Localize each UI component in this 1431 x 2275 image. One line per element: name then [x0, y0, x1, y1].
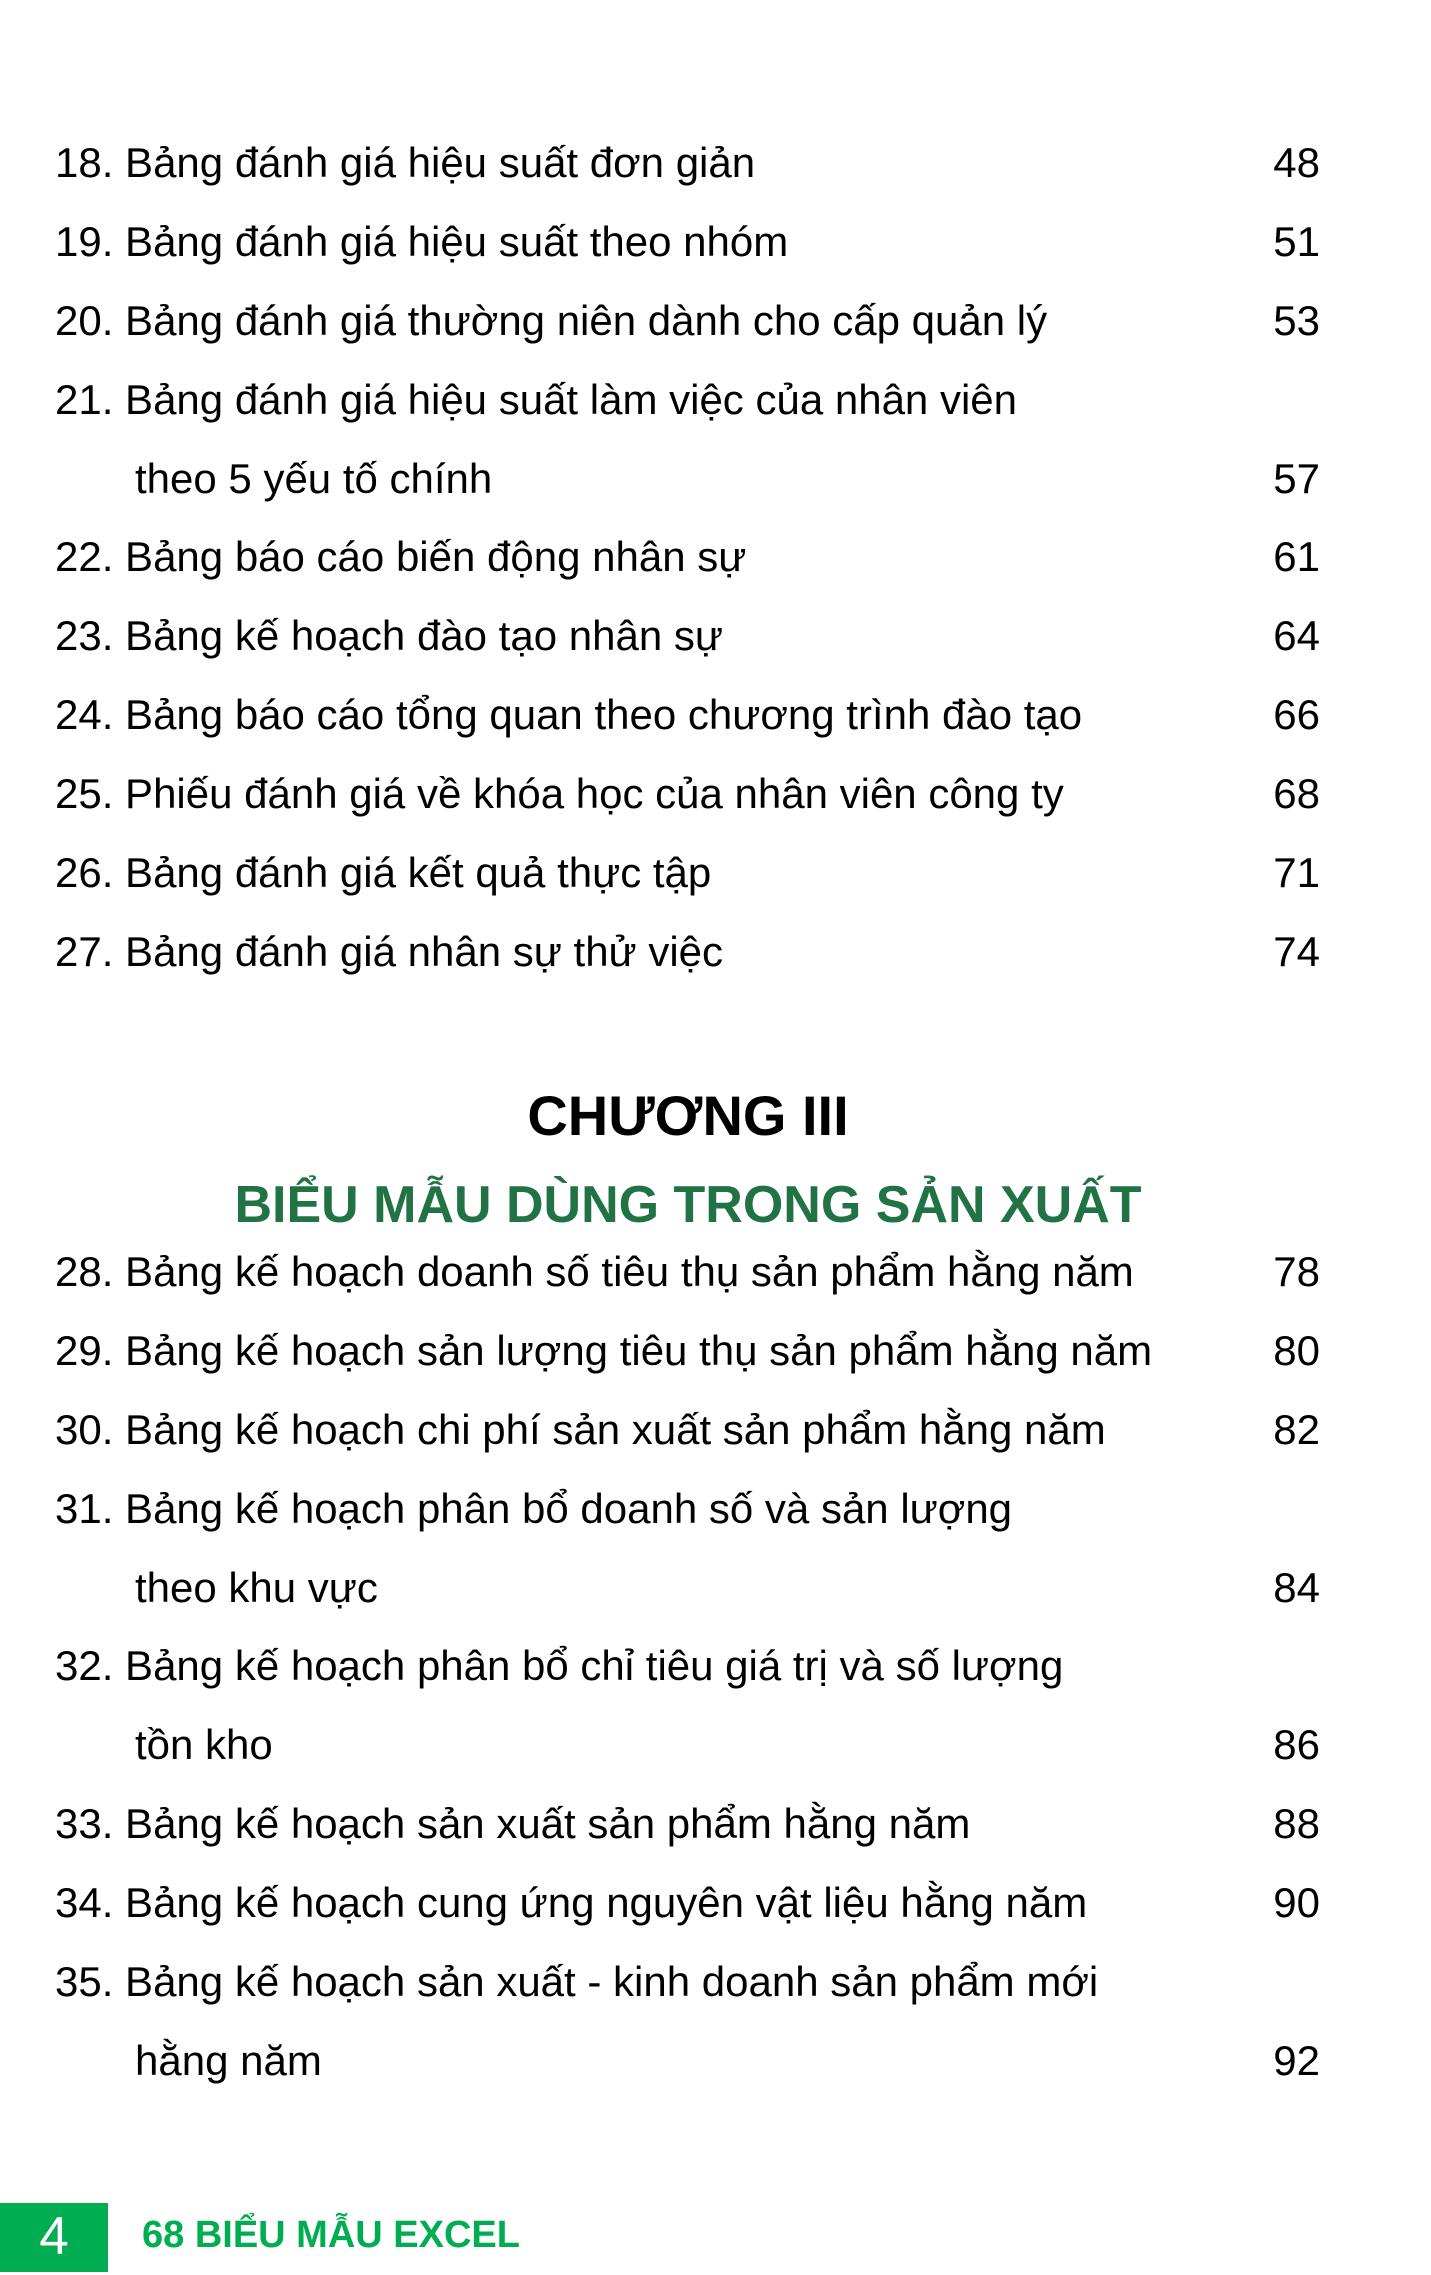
- toc-entry-page: 80: [1273, 1326, 1320, 1374]
- toc-entry-33[interactable]: [0, 1785, 1431, 1864]
- toc-entry-34[interactable]: [0, 1864, 1431, 1943]
- toc-entry-page: 64: [1273, 612, 1320, 660]
- toc-entry-page: 53: [1273, 296, 1320, 344]
- toc-entry-title: 30. Bảng kế hoạch chi phí sản xuất sản phẩm hằng năm: [55, 1405, 1106, 1453]
- toc-entry-page: 90: [1273, 1879, 1320, 1927]
- toc-entry-24[interactable]: [0, 676, 1431, 755]
- toc-entry-27[interactable]: [0, 913, 1431, 992]
- toc-entry-page: 57: [1273, 454, 1320, 502]
- toc-entry-31-continuation[interactable]: [0, 1549, 1431, 1628]
- toc-entry-title: 24. Bảng báo cáo tổng quan theo chương trình đào tạo: [55, 691, 1083, 739]
- toc-entry-title: 23. Bảng kế hoạch đào tạo nhân sự: [55, 612, 723, 660]
- toc-entry-18[interactable]: [0, 124, 1431, 203]
- toc-entry-title: 26. Bảng đánh giá kết quả thực tập: [55, 849, 712, 897]
- toc-entry-page: 48: [1273, 139, 1320, 186]
- toc-entry-title: theo khu vực: [135, 1563, 378, 1611]
- toc-list-part-1: [0, 124, 1431, 992]
- toc-entry-23[interactable]: [0, 597, 1431, 676]
- toc-entry-title: 33. Bảng kế hoạch sản xuất sản phẩm hằng năm: [55, 1800, 971, 1848]
- toc-entry-page: 86: [1273, 1721, 1320, 1769]
- toc-entry-21[interactable]: [0, 361, 1431, 440]
- toc-entry-title: 27. Bảng đánh giá nhân sự thử việc: [55, 927, 724, 975]
- toc-entry-page: 92: [1273, 2036, 1320, 2084]
- toc-entry-title: 32. Bảng kế hoạch phân bổ chỉ tiêu giá trị và số lượng: [55, 1642, 1064, 1690]
- footer-book-title: 68 BIỂU MẪU EXCEL: [142, 2214, 520, 2256]
- toc-entry-25[interactable]: [0, 755, 1431, 834]
- toc-entry-page: 78: [1273, 1248, 1320, 1295]
- toc-entry-32-continuation[interactable]: [0, 1706, 1431, 1785]
- chapter-title: BIỂU MẪU DÙNG TRONG SẢN XUẤT: [234, 1176, 1142, 1234]
- toc-entry-page: 74: [1273, 927, 1320, 975]
- toc-entry-title: 22. Bảng báo cáo biến động nhân sự: [55, 533, 747, 581]
- toc-entry-title: 20. Bảng đánh giá thường niên dành cho cấp quản lý: [55, 296, 1048, 344]
- toc-entry-title: 35. Bảng kế hoạch sản xuất - kinh doanh sản phẩm mới: [55, 1958, 1099, 2006]
- toc-entry-title: 29. Bảng kế hoạch sản lượng tiêu thụ sản phẩm hằng năm: [55, 1326, 1153, 1374]
- toc-entry-title: 34. Bảng kế hoạch cung ứng nguyên vật liệu hằng năm: [55, 1879, 1088, 1927]
- toc-list-part-2: [0, 1233, 1431, 2101]
- toc-entry-28[interactable]: [0, 1233, 1431, 1312]
- toc-entry-title: 19. Bảng đánh giá hiệu suất theo nhóm: [55, 217, 789, 265]
- toc-entry-title: theo 5 yếu tố chính: [135, 454, 493, 502]
- toc-entry-30[interactable]: [0, 1391, 1431, 1470]
- toc-entry-page: 71: [1273, 849, 1320, 897]
- toc-entry-page: 88: [1273, 1800, 1320, 1848]
- toc-entry-page: 84: [1273, 1563, 1320, 1611]
- toc-entry-title: 25. Phiếu đánh giá về khóa học của nhân viên công ty: [55, 770, 1064, 818]
- footer-page-number: 4: [39, 2207, 69, 2266]
- toc-entry-page: 68: [1273, 770, 1320, 818]
- toc-entry-title: 28. Bảng kế hoạch doanh số tiêu thụ sản phẩm hằng năm: [55, 1248, 1134, 1295]
- toc-entry-title: tồn kho: [135, 1721, 273, 1769]
- toc-entry-page: 66: [1273, 691, 1320, 739]
- toc-entry-title: 31. Bảng kế hoạch phân bổ doanh số và sản lượng: [55, 1484, 1013, 1532]
- toc-entry-title: 18. Bảng đánh giá hiệu suất đơn giản: [55, 139, 756, 186]
- toc-entry-26[interactable]: [0, 834, 1431, 913]
- toc-entry-32[interactable]: [0, 1627, 1431, 1706]
- toc-entry-35[interactable]: [0, 1943, 1431, 2022]
- toc-entry-20[interactable]: [0, 282, 1431, 361]
- toc-entry-31[interactable]: [0, 1470, 1431, 1549]
- toc-entry-page: 61: [1273, 533, 1320, 581]
- toc-entry-19[interactable]: [0, 203, 1431, 282]
- toc-entry-page: 51: [1273, 217, 1320, 265]
- toc-entry-35-continuation[interactable]: [0, 2022, 1431, 2101]
- toc-entry-29[interactable]: [0, 1312, 1431, 1391]
- chapter-label: CHƯƠNG III: [527, 1084, 849, 1147]
- toc-entry-21-continuation[interactable]: [0, 440, 1431, 519]
- toc-entry-title: 21. Bảng đánh giá hiệu suất làm việc của nhân viên: [55, 375, 1018, 423]
- toc-entry-page: 82: [1273, 1405, 1320, 1453]
- toc-entry-title: hằng năm: [135, 2036, 322, 2084]
- toc-entry-22[interactable]: [0, 518, 1431, 597]
